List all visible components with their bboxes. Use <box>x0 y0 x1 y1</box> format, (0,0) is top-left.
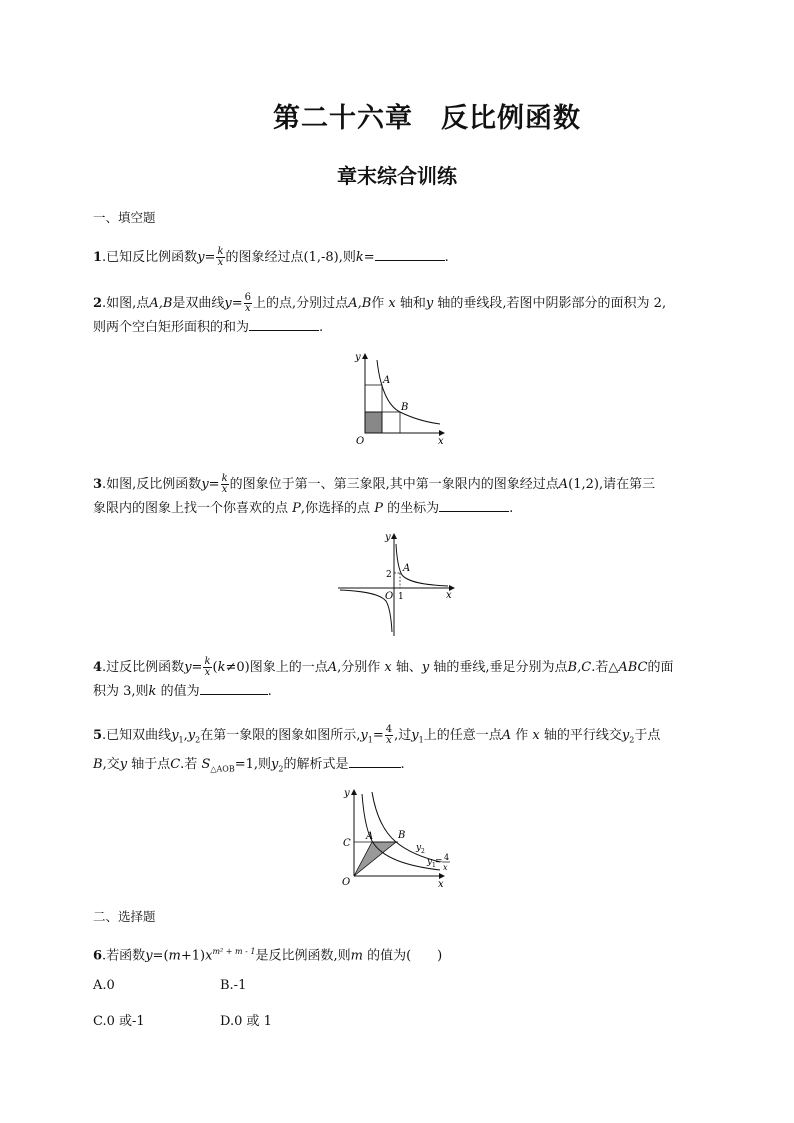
figure-q5-two-hyperbolas <box>336 786 460 890</box>
section-choice-heading: 二、选择题 <box>93 909 156 924</box>
svg-text:B: B <box>398 830 406 841</box>
svg-text:y: y <box>416 843 422 853</box>
question-2: 2.如图,点A,B是双曲线y= $\frac{6}{x}$ 上的点,分别过点A,B作 x 轴和y 轴的垂线段,若图中阴影部分的面积为 2, 则两个空白矩形面积的和为 . <box>93 292 667 335</box>
svg-text:1: 1 <box>432 862 436 869</box>
fraction-k-over-x: $\frac{k}{x}$ <box>217 246 224 268</box>
fraction-4-over-x: $\frac{4}{x}$ <box>385 724 393 746</box>
svg-text:x: x <box>438 436 444 447</box>
svg-text:A: A <box>383 375 391 386</box>
section-subtitle: 章末综合训练 <box>337 164 457 188</box>
svg-text:B: B <box>401 402 409 413</box>
svg-text:x: x <box>443 863 448 872</box>
svg-text:A: A <box>403 563 411 574</box>
answer-blank[interactable] <box>249 316 319 331</box>
question-6: 6.若函数$y=(m+1)x^{m^2 + m - 1}$是反比例函数,则m 的值为( ) <box>93 947 443 964</box>
svg-text:2: 2 <box>421 848 425 855</box>
svg-text:=: = <box>435 857 443 867</box>
triangle-aob <box>354 842 396 876</box>
svg-text:y: y <box>355 352 361 363</box>
svg-text:C: C <box>343 838 351 849</box>
question-1: 1.已知反比例函数y= $\frac{k}{x}$ 的图象经过点(1,-8),则k= . <box>93 246 449 268</box>
svg-text:1: 1 <box>398 592 404 602</box>
section-fill-in-heading: 一、填空题 <box>93 210 156 225</box>
question-3: 3.如图,反比例函数y= $\frac{k}{x}$ 的图象位于第一、第三象限,其中第一象限内的图象经过点A(1,2),请在第三 象限内的图象上找一个你喜欢的点 P,你选择的点 P 的坐标为 . <box>93 473 656 516</box>
chapter-title: 第二十六章 反比例函数 <box>273 103 581 134</box>
svg-text:4: 4 <box>444 853 450 862</box>
fraction-k-over-x: $\frac{k}{x}$ <box>221 473 228 495</box>
svg-text:O: O <box>356 436 365 447</box>
answer-blank[interactable] <box>200 680 268 695</box>
option-b[interactable]: B.-1 <box>220 978 247 993</box>
svg-text:2: 2 <box>386 570 392 580</box>
svg-text:O: O <box>342 877 351 888</box>
answer-blank[interactable] <box>349 753 401 768</box>
answer-blank[interactable] <box>439 497 509 512</box>
answer-blank[interactable] <box>375 246 445 261</box>
fraction-6-over-x: $\frac{6}{x}$ <box>244 292 252 314</box>
svg-text:A: A <box>366 831 374 842</box>
svg-text:x: x <box>438 879 444 890</box>
figure-q3-hyperbola <box>334 530 458 638</box>
question-4: 4.过反比例函数y= $\frac{k}{x}$ (k≠0)图象上的一点A,分别作 x 轴、y 轴的垂线,垂足分别为点B,C.若△ABC的面 积为 3,则k 的值为 . <box>93 656 674 699</box>
svg-text:y: y <box>427 857 433 867</box>
option-d[interactable]: D.0 或 1 <box>220 1014 272 1029</box>
option-c[interactable]: C.0 或-1 <box>93 1014 145 1029</box>
figure-q2-hyperbola <box>340 348 450 450</box>
svg-text:O: O <box>385 591 394 602</box>
option-a[interactable]: A.0 <box>93 978 115 993</box>
question-5: 5.已知双曲线$y_1,y_2$在第一象限的图象如图所示$,y_1=$ $\frac{4}{x}$ ,过$y_1$上的任意一点A 作 x 轴的平行线交$y_2$于点 B,交y 轴于点C.若 $S_{\triangle AOB}=1$,则$y_2$的解析式是 . <box>93 724 661 774</box>
fraction-k-over-x: $\frac{k}{x}$ <box>204 656 211 678</box>
svg-text:x: x <box>446 590 452 601</box>
svg-text:y: y <box>344 788 350 799</box>
hyperbola-curve <box>377 360 440 424</box>
svg-text:y: y <box>385 532 391 543</box>
shaded-rectangle <box>365 412 382 433</box>
